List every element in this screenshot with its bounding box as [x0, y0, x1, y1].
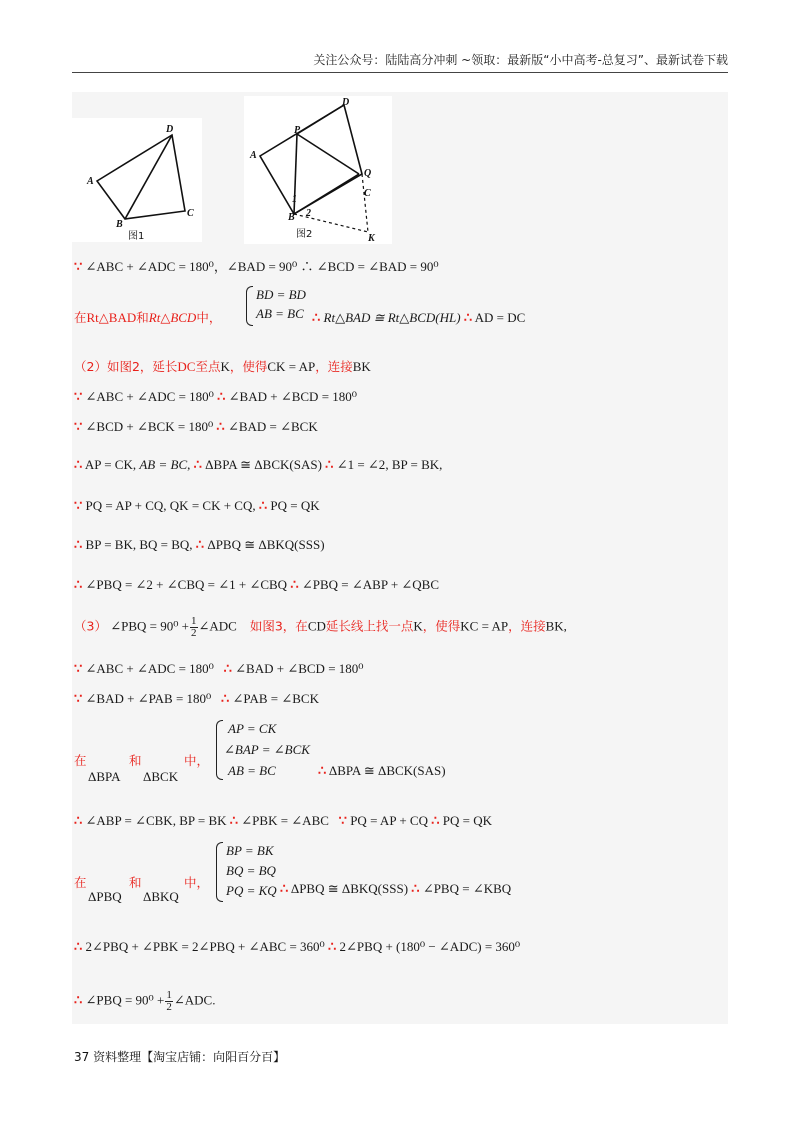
therefore-symbol: ∴	[463, 310, 473, 325]
because-symbol: ∵	[74, 661, 83, 676]
therefore-symbol: ∴	[258, 498, 268, 513]
proof-line-2	[74, 309, 221, 327]
part-2-heading	[74, 358, 371, 376]
proof-text: PQ = QK	[270, 498, 320, 513]
therefore-symbol: ∴	[74, 537, 83, 552]
fig2-label-2: 2	[306, 208, 311, 219]
triangle-name: ΔBPA	[88, 769, 121, 784]
therefore-symbol: ∴	[229, 813, 239, 828]
figure-1-diagram	[72, 118, 202, 242]
page-header: 关注公众号：陆陆高分冲刺 ~领取：最新版“小中高考-总复习”、最新试卷下载	[72, 50, 728, 73]
footer-text: 资料整理【淘宝店铺：向阳百分百】	[93, 1050, 286, 1064]
system-eq-1: BD = BD	[256, 287, 306, 302]
label-text: 和	[129, 753, 142, 768]
fraction-numerator: 1	[166, 989, 172, 1001]
proof-text: AP = CK	[84, 457, 133, 472]
proof-text: ∠PBQ = ∠ABP + ∠QBC	[301, 577, 440, 592]
proof-line-16	[74, 938, 520, 956]
proof-text: ∠PBQ = ∠2 + ∠CBQ = ∠1 + ∠CBQ	[85, 577, 288, 592]
proof-text: PQ = AP + CQ	[85, 498, 164, 513]
therefore-symbol: ∴	[74, 939, 83, 954]
proof-line-9	[74, 576, 439, 594]
part-3-heading: （3） ∠PBQ = 90⁰ + $\frac{1}{2}$ ∠ADC 如图3，在CD延长线上找一点K，使得KC = AP，连接BK,	[74, 615, 567, 639]
equation: KC = AP	[460, 618, 509, 634]
proof-line-7: ∵ PQ = AP + CQ, QK = CK + CQ, ∴ PQ = QK	[74, 498, 320, 513]
figure-2-diagram	[244, 96, 392, 244]
formula: ∠PBQ = 90⁰ +	[85, 992, 165, 1008]
proof-text: ∠PBQ = ∠KBQ	[422, 881, 512, 896]
fig1-caption: 图1	[128, 231, 145, 242]
proof-text: 2∠PBQ + ∠PBK = 2∠PBQ + ∠ABC = 360⁰	[85, 939, 325, 954]
label-text: ，连接	[508, 618, 546, 634]
fig2-label-b: B	[288, 212, 295, 223]
label-text: 在	[74, 310, 87, 325]
label-text: 中，	[196, 310, 222, 325]
proof-text: ΔPBQ ≅ ΔBKQ(SSS)	[290, 881, 409, 896]
proof-line-8: ∴ BP = BK, BQ = BQ, ∴ ΔPBQ ≅ ΔBKQ(SSS)	[74, 537, 325, 552]
proof-text: ∠ABP = ∠CBK	[85, 813, 173, 828]
proof-text: QK = CK + CQ	[169, 498, 253, 513]
system-eq-3: PQ = KQ	[226, 883, 277, 898]
fig1-label-c: C	[187, 208, 194, 219]
proof-text: ∠BCD + ∠BCK = 180⁰	[85, 419, 214, 434]
because-symbol: ∵	[74, 691, 83, 706]
proof-text: ΔBPA ≅ ΔBCK(SAS)	[205, 457, 322, 472]
therefore-symbol: ∴	[216, 419, 225, 434]
therefore-symbol: ∴	[74, 992, 83, 1008]
proof-line-17	[74, 990, 215, 1013]
proof-line-2-conclusion	[312, 309, 525, 327]
proof-line-6: ∴ AP = CK, AB = BC, ∴ ΔBPA ≅ ΔBCK(SAS) ∴ ∠1 = ∠2, BP = BK,	[74, 457, 443, 472]
fig2-label-c: C	[364, 188, 371, 199]
label-text: ，使得	[229, 359, 268, 374]
therefore-symbol: ∴	[290, 577, 299, 592]
because-symbol: ∵	[74, 259, 83, 274]
system-eq-2: AB = BC	[256, 306, 304, 321]
proof-text: ∠PAB = ∠BCK	[232, 691, 319, 706]
fraction	[165, 990, 173, 1013]
system-eq-1: BP = BK	[226, 843, 274, 858]
therefore-symbol: ∴	[217, 389, 226, 404]
therefore-symbol: ∴	[193, 457, 202, 472]
system-brace	[246, 286, 253, 326]
label-text: 在	[74, 875, 87, 890]
segment-name: BK	[352, 359, 371, 374]
because-symbol: ∵	[338, 813, 347, 828]
therefore-symbol: ∴	[328, 939, 337, 954]
figure-1	[72, 118, 202, 242]
proof-text: BQ = BQ	[139, 537, 190, 552]
fraction-denominator: 2	[191, 627, 197, 639]
fig1-label-d: D	[166, 124, 174, 135]
triangle-name: Rt△BAD	[86, 310, 137, 325]
system-brace	[216, 720, 223, 780]
system-eq-2: ∠BAP = ∠BCK	[224, 742, 310, 757]
page-number: 37	[74, 1050, 90, 1064]
proof-text: ∠BAD + ∠BCD = 180⁰	[235, 661, 364, 676]
fig1-label-b: B	[116, 219, 123, 230]
label-text: ，使得	[422, 618, 461, 634]
fig2-label-p: P	[294, 125, 301, 136]
proof-text: ∠BAD + ∠PAB = 180⁰	[85, 691, 212, 706]
proof-line-13-conclusion	[318, 762, 446, 780]
label-text: ，连接	[315, 359, 353, 374]
label-text: 延长线上找一点	[325, 618, 414, 634]
therefore-symbol: ∴	[223, 661, 232, 676]
fig2-label-a: A	[250, 150, 257, 161]
proof-text: ∠BAD + ∠BCD = 180⁰	[228, 389, 357, 404]
proof-text: PQ = AP + CQ	[350, 813, 428, 828]
triangle-name: ΔBKQ	[143, 889, 179, 904]
fraction-numerator: 1	[191, 615, 197, 627]
point-name: K	[220, 359, 230, 374]
proof-line-1	[74, 258, 439, 276]
proof-text: AB = BC	[139, 457, 188, 472]
fraction-denominator: 2	[166, 1001, 172, 1013]
proof-text: ∠ABC + ∠ADC = 180⁰，∠BAD = 90⁰ ∴ ∠BCD = ∠BAD = 90⁰	[85, 259, 439, 274]
therefore-symbol: ∴	[74, 457, 83, 472]
proof-line-4	[74, 388, 357, 406]
proof-text: BP = BK	[179, 813, 227, 828]
label-text: 在	[74, 753, 87, 768]
proof-text: Rt△BAD ≅ Rt△BCD(HL)	[323, 310, 461, 325]
proof-text: ∠ABC + ∠ADC = 180⁰	[85, 661, 214, 676]
system-eq-2: BQ = BQ	[226, 863, 276, 878]
label-text: 至点	[195, 359, 221, 374]
triangle-name: ΔBCK	[143, 769, 179, 784]
label-text: （2）如图2，延长	[74, 359, 178, 374]
system-eq-1: AP = CK	[228, 721, 277, 736]
therefore-symbol: ∴	[312, 310, 321, 325]
formula: ∠ADC	[198, 618, 237, 634]
system-brace	[216, 842, 223, 902]
triangle-name: Rt△BCD	[148, 310, 197, 325]
proof-line-12	[74, 690, 319, 708]
figure-2	[244, 96, 392, 244]
proof-line-5	[74, 418, 318, 436]
because-symbol: ∵	[74, 419, 83, 434]
label-text: 中，	[184, 875, 210, 890]
proof-text: ∠BAD = ∠BCK	[227, 419, 318, 434]
proof-text: PQ = QK	[442, 813, 492, 828]
formula: ∠ADC	[173, 992, 213, 1008]
fig2-label-q: Q	[364, 168, 372, 179]
proof-text: ∠ABC + ∠ADC = 180⁰	[85, 389, 214, 404]
punctuation: .	[212, 992, 216, 1008]
fig2-label-1: 1	[292, 194, 297, 205]
point-name: K	[413, 618, 423, 634]
equation: CK = AP	[267, 359, 316, 374]
label-text: 如图3，在	[249, 618, 308, 634]
fraction	[190, 616, 198, 639]
segment-name: DC	[177, 359, 196, 374]
system-eq-3: AB = BC	[228, 763, 276, 778]
therefore-symbol: ∴	[220, 691, 230, 706]
fig2-caption: 图2	[296, 229, 313, 240]
proof-text: BP = BK	[85, 537, 133, 552]
proof-text: ΔBPA ≅ ΔBCK(SAS)	[328, 763, 446, 778]
therefore-symbol: ∴	[74, 813, 83, 828]
therefore-symbol: ∴	[318, 763, 327, 778]
therefore-symbol: ∴	[74, 577, 83, 592]
segment-name: CD	[307, 618, 326, 634]
therefore-symbol: ∴	[325, 457, 334, 472]
proof-text: ∠PBK = ∠ABC	[241, 813, 329, 828]
formula: ∠PBQ = 90⁰ +	[110, 618, 190, 634]
proof-text: AD = DC	[474, 310, 526, 325]
therefore-symbol: ∴	[280, 881, 289, 896]
label-text: 和	[129, 875, 142, 890]
fig2-label-d: D	[342, 97, 350, 108]
label-text: 中，	[184, 753, 210, 768]
fig1-label-a: A	[87, 176, 94, 187]
therefore-symbol: ∴	[431, 813, 440, 828]
because-symbol: ∵	[74, 498, 83, 513]
proof-text: 2∠PBQ + (180⁰ − ∠ADC) = 360⁰	[339, 939, 521, 954]
triangle-name: ΔPBQ	[88, 889, 122, 904]
proof-line-11	[74, 660, 364, 678]
proof-line-14: ∴ ∠ABP = ∠CBK, BP = BK ∴ ∠PBK = ∠ABC ∵ PQ = AP + CQ ∴ PQ = QK	[74, 813, 492, 828]
proof-text: BP = BK	[391, 457, 440, 472]
because-symbol: ∵	[74, 389, 83, 404]
page-footer	[74, 1048, 285, 1065]
fig2-label-k: K	[368, 233, 375, 244]
segment-name: BK	[545, 618, 564, 634]
proof-text: ∠1 = ∠2	[336, 457, 386, 472]
label-text: （3）	[74, 618, 107, 634]
therefore-symbol: ∴	[411, 881, 420, 896]
proof-text: ΔPBQ ≅ ΔBKQ(SSS)	[207, 537, 325, 552]
therefore-symbol: ∴	[195, 537, 205, 552]
label-text: 和	[136, 310, 149, 325]
proof-line-15-conclusion	[280, 880, 511, 898]
